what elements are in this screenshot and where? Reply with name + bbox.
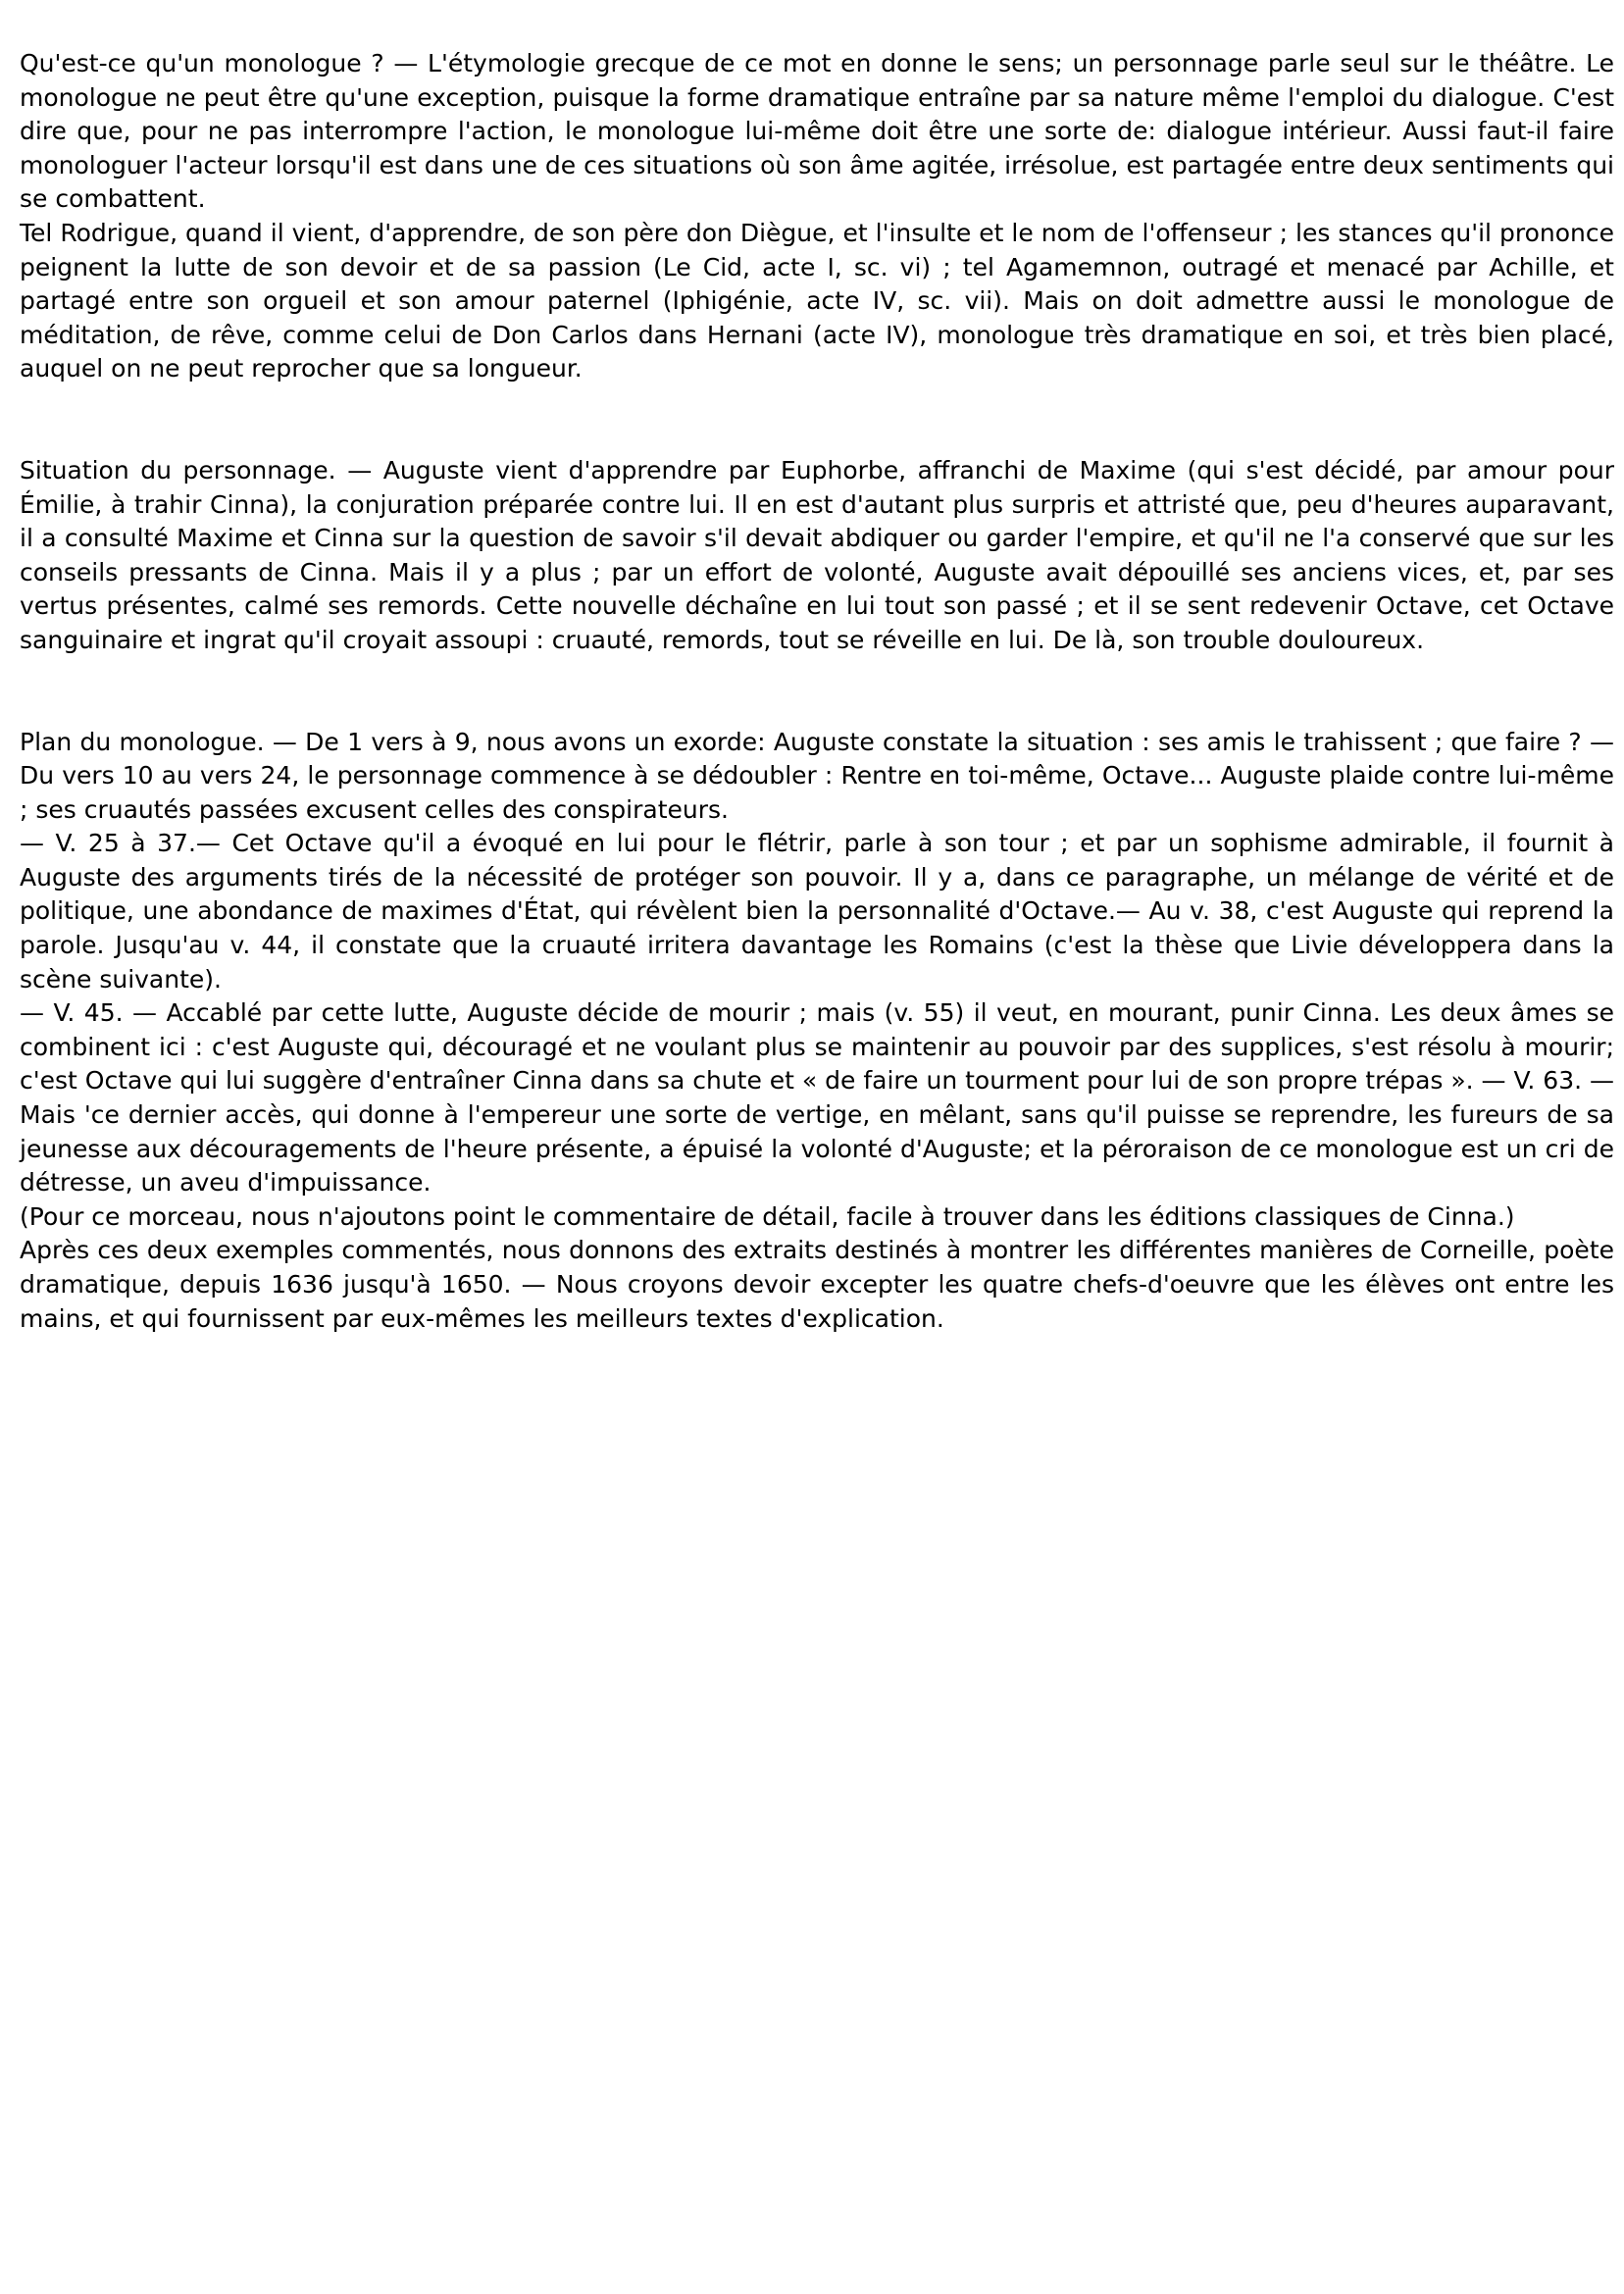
document-page <box>20 47 1614 1403</box>
paragraph-situation: Situation du personnage. — Auguste vient d'apprendre par Euphorbe, affranchi de Maxime (qui s'est décidé, par amour pour Émilie, à trahir Cinna), la conjuration préparée contre lui. Il en est d'autant plus surpris et attristé que, peu d'heures auparavant, il a consulté Maxime et Cinna sur la question de savoir s'il devait abdiquer ou garder l'empire, et qu'il ne l'a conservé que sur les conseils pressants de Cinna. Mais il y a plus ; par un effort de volonté, Auguste avait dépouillé ses anciens vices, et, par ses vertus présentes, calmé ses remords. Cette nouvelle déchaîne en lui tout son passé ; et il se sent redevenir Octave, cet Octave sanguinaire et ingrat qu'il croyait assoupi : cruauté, remords, tout se réveille en lui. De là, son trouble douloureux. <box>20 455 1614 654</box>
paragraph-extraits: Après ces deux exemples commentés, nous donnons des extraits destinés à montrer les différentes manières de Corneille, poète dramatique, depuis 1636 jusqu'à 1650. — Nous croyons devoir excepter les quatre chefs-d'oeuvre que les élèves ont entre les mains, et qui fournissent par eux-mêmes les meilleurs textes d'explication. <box>20 1236 1614 1333</box>
paragraph-plan-exorde: Plan du monologue. — De 1 vers à 9, nous avons un exorde: Auguste constate la situation : ses amis le trahissent ; que faire ? — Du vers 10 au vers 24, le personnage commence à se dédoubler : Rentre en toi-même, Octave... Auguste plaide contre lui-même ; ses cruautés passées excusent celles des conspirateurs. <box>20 727 1614 824</box>
paragraph-definition: Qu'est-ce qu'un monologue ? — L'étymologie grecque de ce mot en donne le sens; un personnage parle seul sur le théâtre. Le monologue ne peut être qu'une exception, puisque la forme dramatique entraîne par sa nature même l'emploi du dialogue. C'est dire que, pour ne pas interrompre l'action, le monologue lui-même doit être une sorte de: dialogue intérieur. Aussi faut-il faire monologuer l'acteur lorsqu'il est dans une de ces situations où son âme agitée, irrésolue, est partagée entre deux sentiments qui se combattent. <box>20 49 1614 214</box>
paragraph-note-commentaire: (Pour ce morceau, nous n'ajoutons point le commentaire de détail, facile à trouver dans les éditions classiques de Cinna.) <box>20 1201 1515 1231</box>
paragraph-examples: Tel Rodrigue, quand il vient, d'apprendre, de son père don Diègue, et l'insulte et le nom de l'offenseur ; les stances qu'il prononce peignent la lutte de son devoir et de sa passion (Le Cid, acte I, sc. vi) ; tel Agamemnon, outragé et menacé par Achille, et partagé entre son orgueil et son amour paternel (Iphigénie, acte IV, sc. vii). Mais on doit admettre aussi le monologue de méditation, de rêve, comme celui de Don Carlos dans Hernani (acte IV), monologue très dramatique en soi, et très bien placé, auquel on ne peut reprocher que sa longueur. <box>20 218 1614 383</box>
paragraph-plan-v25: — V. 25 à 37.— Cet Octave qu'il a évoqué en lui pour le flétrir, parle à son tour ; et par un sophisme admirable, il fournit à Auguste des arguments tirés de la nécessité de protéger son pouvoir. Il y a, dans ce paragraphe, un mélange de vérité et de politique, une abondance de maximes d'État, qui révèlent bien la personnalité d'Octave.— Au v. 38, c'est Auguste qui reprend la parole. Jusqu'au v. 44, il constate que la cruauté irritera davantage les Romains (c'est la thèse que Livie développera dans la scène suivante). <box>20 829 1614 994</box>
section-situation-personnage <box>20 454 1614 658</box>
section-plan-monologue <box>20 726 1614 1337</box>
section-definition-monologue <box>20 47 1614 386</box>
paragraph-plan-v45: — V. 45. — Accablé par cette lutte, Auguste décide de mourir ; mais (v. 55) il veut, en mourant, punir Cinna. Les deux âmes se combinent ici : c'est Auguste qui, découragé et ne voulant plus se maintenir au pouvoir par des supplices, s'est résolu à mourir; c'est Octave qui lui suggère d'entraîner Cinna dans sa chute et « de faire un tourment pour lui de son propre trépas ». — V. 63. — Mais 'ce dernier accès, qui donne à l'empereur une sorte de vertige, en mêlant, sans qu'il puisse se reprendre, les fureurs de sa jeunesse aux découragements de l'heure présente, a épuisé la volonté d'Auguste; et la péroraison de ce monologue est un cri de détresse, un aveu d'impuissance. <box>20 998 1614 1198</box>
